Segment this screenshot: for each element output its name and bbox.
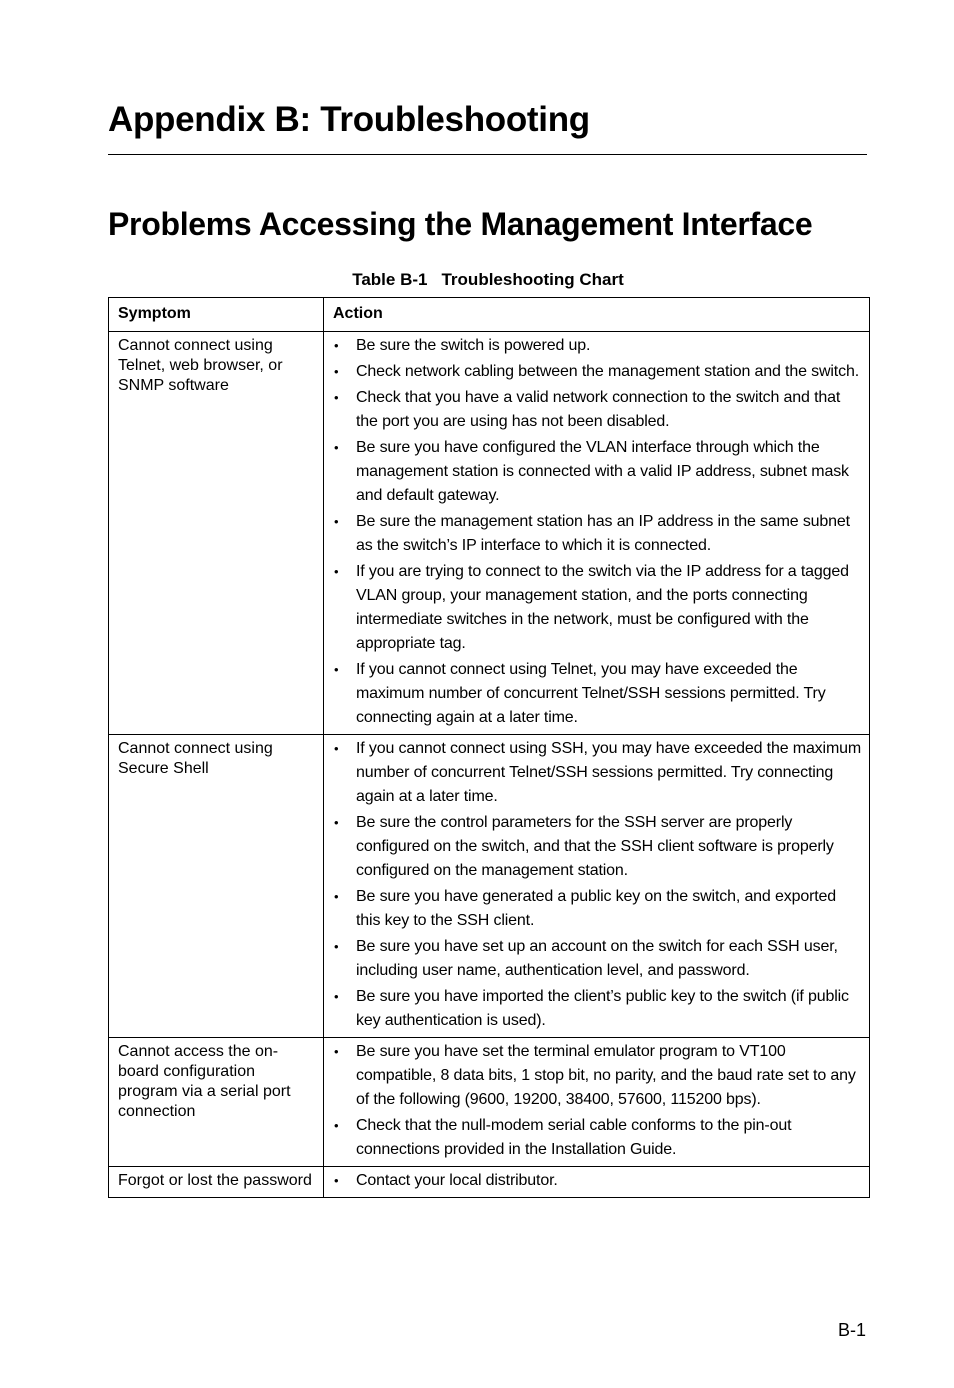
symptom-column-header: Symptom: [109, 298, 324, 332]
symptom-cell: Cannot access the on-board configuration program via a serial port connection: [109, 1038, 324, 1167]
action-cell: [324, 1167, 870, 1198]
section-title: Problems Accessing the Management Interface: [108, 206, 813, 242]
symptom-cell: Cannot connect using Secure Shell: [109, 735, 324, 1038]
action-item: • Be sure you have imported the client’s public key to the switch (if public key authentication is used).: [334, 985, 863, 1033]
table-caption-number: Table B-1: [352, 270, 428, 289]
action-item: • Check that you have a valid network connection to the switch and that the port you are using has not been disabled.: [334, 386, 863, 434]
table-caption: [108, 268, 868, 292]
action-list: [334, 1169, 863, 1193]
table-caption-title: Troubleshooting Chart: [441, 270, 624, 289]
action-item: • Be sure you have set the terminal emulator program to VT100 compatible, 8 data bits, 1 stop bit, no parity, and the baud rate set to any of the following (9600, 19200, 38400, 57600, 115200 bps).: [334, 1040, 863, 1112]
action-list: [334, 737, 863, 1033]
troubleshooting-table: [108, 297, 870, 1198]
table-header-row: [109, 298, 870, 332]
action-cell: [324, 332, 870, 735]
action-list: [334, 1040, 863, 1162]
action-item: • If you cannot connect using SSH, you may have exceeded the maximum number of concurrent Telnet/SSH sessions permitted. Try connecting again at a later time.: [334, 737, 863, 809]
action-item: • Contact your local distributor.: [334, 1169, 863, 1193]
action-item: • Be sure you have configured the VLAN interface through which the management station is connected with a valid IP address, subnet mask and default gateway.: [334, 436, 863, 508]
action-item: • Be sure you have generated a public key on the switch, and exported this key to the SSH client.: [334, 885, 863, 933]
action-item: • Be sure you have set up an account on the switch for each SSH user, including user name, authentication level, and password.: [334, 935, 863, 983]
symptom-cell: Forgot or lost the password: [109, 1167, 324, 1198]
chapter-title: Appendix B: Troubleshooting: [108, 100, 590, 139]
table-row: [109, 1038, 870, 1167]
action-item: • If you are trying to connect to the switch via the IP address for a tagged VLAN group, your management station, and the ports connecting intermediate switches in the network, must be configured with the appropriate tag.: [334, 560, 863, 656]
action-list: [334, 334, 863, 730]
action-item: • Check that the null-modem serial cable conforms to the pin-out connections provided in the Installation Guide.: [334, 1114, 863, 1162]
page-number: B-1: [838, 1320, 867, 1340]
table-row: [109, 1167, 870, 1198]
symptom-cell: Cannot connect using Telnet, web browser, or SNMP software: [109, 332, 324, 735]
action-item: • Be sure the switch is powered up.: [334, 334, 863, 358]
action-column-header: Action: [324, 298, 870, 332]
table-row: [109, 332, 870, 735]
chapter-divider: [108, 154, 867, 155]
table-row: [109, 735, 870, 1038]
action-item: • Check network cabling between the management station and the switch.: [334, 360, 863, 384]
action-cell: [324, 1038, 870, 1167]
action-item: • If you cannot connect using Telnet, you may have exceeded the maximum number of concurrent Telnet/SSH sessions permitted. Try connecting again at a later time.: [334, 658, 863, 730]
action-item: • Be sure the management station has an IP address in the same subnet as the switch’s IP interface to which it is connected.: [334, 510, 863, 558]
action-cell: [324, 735, 870, 1038]
action-item: • Be sure the control parameters for the SSH server are properly configured on the switch, and that the SSH client software is properly configured on the management station.: [334, 811, 863, 883]
